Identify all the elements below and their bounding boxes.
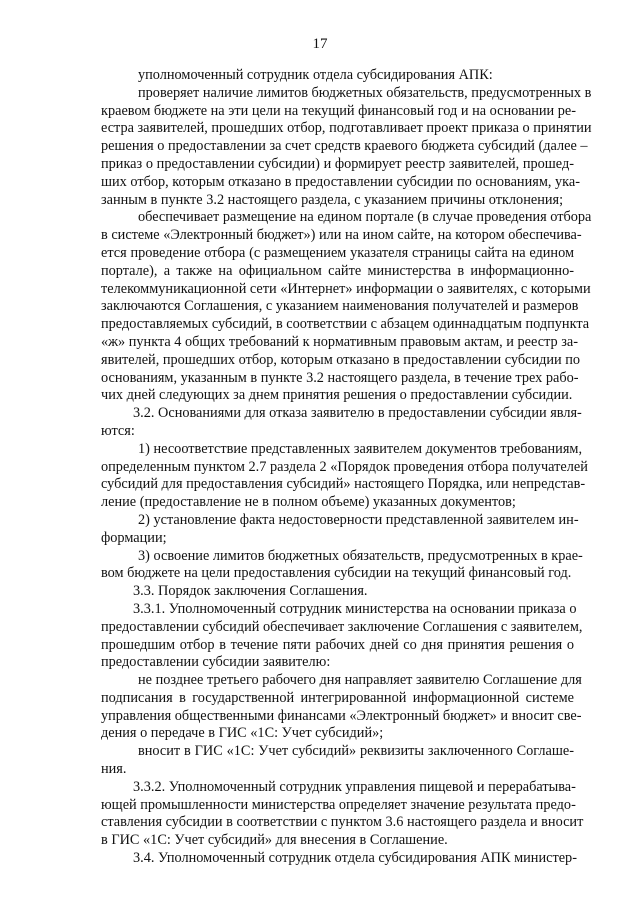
text-line: телекоммуникационной сети «Интернет» информации о заявителях, с которыми — [101, 280, 591, 297]
paragraph — [101, 850, 577, 868]
text-line: основаниям, указанным в пункте 3.2 настоящего раздела, в течение трех рабо- — [101, 369, 579, 386]
text-line: заключаются Соглашения, с указанием наименования получателей и размеров — [101, 298, 579, 315]
text-line: ших отбор, которым отказано в предоставлении субсидии по основаниям, ука- — [101, 173, 580, 190]
text-line: явителей, прошедших отбор, которым отказано в предоставлении субсидии по — [101, 351, 581, 368]
text-line: формации; — [101, 529, 167, 546]
text-line: «ж» пункта 4 общих требований к нормативным правовым актам, и реестр за- — [101, 333, 578, 350]
paragraph — [101, 511, 579, 548]
text-line: 1) несоответствие представленных заявителем документов требованиям, — [138, 440, 583, 457]
text-line: 3.4. Уполномоченный сотрудник отдела субсидирования АПК министер- — [133, 850, 577, 867]
paragraph — [101, 600, 583, 672]
text-line: 3) освоение лимитов бюджетных обязательств, предусмотренных в крае- — [138, 547, 583, 564]
paragraph — [101, 84, 592, 210]
text-line: портале), а также на официальном сайте министерства в информационно- — [101, 262, 574, 279]
paragraph — [101, 778, 584, 850]
text-line: управления общественными финансами «Электронный бюджет» и вносит све- — [101, 707, 582, 724]
paragraph — [101, 743, 574, 779]
text-line: приказ о предоставлении субсидии) и формирует реестр заявителей, прошед- — [101, 155, 574, 172]
text-line: вносит в ГИС «1С: Учет субсидий» реквизиты заключенного Соглаше- — [138, 743, 574, 760]
text-line: проверяет наличие лимитов бюджетных обязательств, предусмотренных в — [138, 84, 592, 101]
text-line: прошедшим отбор в течение пяти рабочих дней со дня принятия решения о — [101, 636, 574, 653]
paragraph — [101, 672, 582, 743]
text-line: ющей промышленности министерства определяет значение результата предо- — [101, 796, 576, 813]
text-line: дения о передаче в ГИС «1С: Учет субсидий»; — [101, 725, 384, 742]
text-line: ются: — [101, 422, 135, 439]
text-line: естра заявителей, прошедших отбор, подготавливает проект приказа о принятии — [101, 120, 592, 137]
paragraph — [101, 209, 592, 405]
page-number: 17 — [312, 36, 328, 52]
text-line: предоставляемых субсидий, в соответствии с абзацем одиннадцатым подпункта — [101, 316, 590, 333]
text-line: вом бюджете на цели предоставления субсидии на текущий финансовый год. — [101, 565, 572, 582]
paragraph — [101, 440, 588, 512]
text-line: ется проведение отбора (с размещением указателя страницы сайта на едином — [101, 244, 574, 261]
text-line: предоставлении субсидии заявителю: — [101, 654, 331, 671]
text-line: 3.2. Основаниями для отказа заявителю в предоставлении субсидии явля- — [133, 405, 582, 422]
text-line: ния. — [101, 761, 127, 778]
text-line: определенным пунктом 2.7 раздела 2 «Порядок проведения отбора получателей — [101, 458, 588, 475]
text-line: предоставлении субсидий обеспечивает заключение Соглашения с заявителем, — [101, 618, 583, 635]
text-line: чих дней следующих за днем принятия решения о предоставлении субсидии. — [101, 387, 573, 404]
text-line: в системе «Электронный бюджет») или на ином сайте, на котором обеспечива- — [101, 227, 582, 244]
paragraph — [101, 547, 583, 584]
text-line: 2) установление факта недостоверности представленной заявителем ин- — [138, 511, 579, 528]
text-line: 3.3.1. Уполномоченный сотрудник министерства на основании приказа о — [133, 600, 577, 617]
text-line: ставления субсидии в соответствии с пунктом 3.6 настоящего раздела и вносит — [101, 814, 584, 831]
text-line: субсидий для предоставления субсидий» настоящего Порядка, или непредстав- — [101, 476, 586, 493]
text-line: ление (предоставление не в полном объеме) указанных документов; — [101, 494, 516, 511]
paragraph — [101, 67, 574, 85]
paragraph — [101, 405, 582, 441]
text-line: обеспечивает размещение на едином портале (в случае проведения отбора — [138, 209, 592, 226]
text-line: решения о предоставлении за счет средств краевого бюджета субсидий (далее – — [101, 138, 588, 155]
text-line: краевом бюджете на эти цели на текущий финансовый год и на основании ре- — [101, 102, 576, 119]
text-line: не позднее третьего рабочего дня направляет заявителю Соглашение для — [138, 672, 582, 689]
text-line: занным в пункте 3.2 настоящего раздела, с указанием причины отклонения; — [101, 191, 564, 208]
document-body — [101, 67, 592, 868]
text-line: 3.3.2. Уполномоченный сотрудник управления пищевой и перерабатыва- — [133, 778, 576, 795]
text-line: подписания в государственной интегрированной информационной системе — [101, 689, 574, 706]
text-line: уполномоченный сотрудник отдела субсидирования АПК: — [138, 67, 493, 83]
text-line: 3.3. Порядок заключения Соглашения. — [133, 583, 368, 600]
text-line: в ГИС «1С: Учет субсидий» для внесения в Соглашение. — [101, 832, 448, 849]
paragraph — [101, 583, 574, 601]
